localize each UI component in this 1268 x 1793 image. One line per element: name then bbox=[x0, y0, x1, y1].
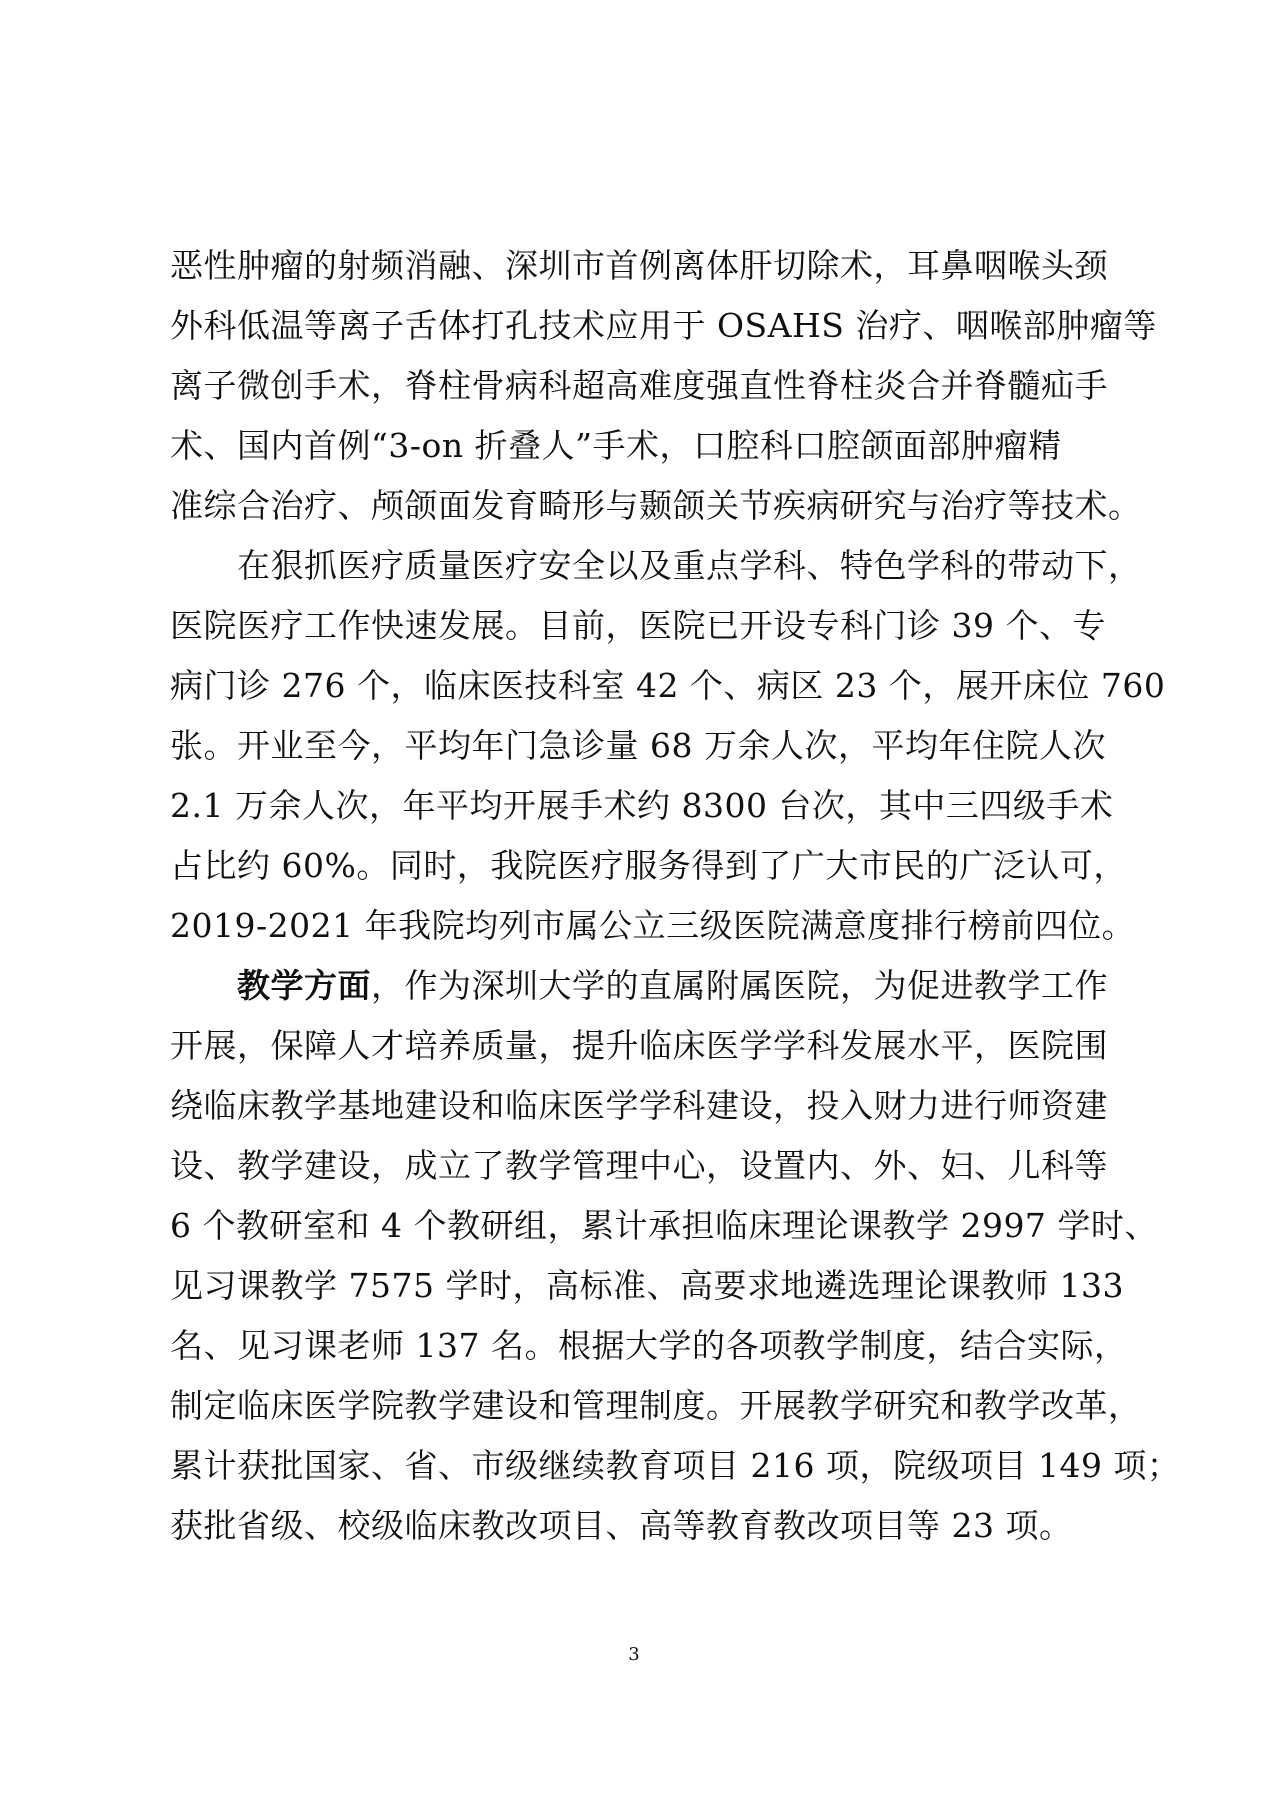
text-run: ，作为深圳大学的直属附属医院，为促进教学工作 bbox=[371, 966, 1108, 1005]
text-line: 名、见习课老师 137 名。根据大学的各项教学制度，结合实际， bbox=[170, 1326, 1128, 1365]
text-line: 张。开业至今，平均年门急诊量 68 万余人次，平均年住院人次 bbox=[170, 726, 1106, 765]
text-line: 术、国内首例“3-on 折叠人”手术，口腔科口腔颌面部肿瘤精 bbox=[170, 426, 1062, 465]
text-line: 病门诊 276 个，临床医技科室 42 个、病区 23 个，展开床位 760 bbox=[170, 666, 1166, 705]
text-line: 见习课教学 7575 学时，高标准、高要求地遴选理论课教师 133 bbox=[170, 1266, 1124, 1305]
text-line: 制定临床医学院教学建设和管理制度。开展教学研究和教学改革， bbox=[170, 1386, 1142, 1425]
text-line: 医院医疗工作快速发展。目前，医院已开设专科门诊 39 个、专 bbox=[170, 606, 1106, 645]
text-line: 2019-2021 年我院均列市属公立三级医院满意度排行榜前四位。 bbox=[170, 906, 1136, 945]
text-line: 绕临床教学基地建设和临床医学学科建设，投入财力进行师资建 bbox=[170, 1086, 1108, 1125]
text-line: 在狠抓医疗质量医疗安全以及重点学科、特色学科的带动下， bbox=[237, 546, 1142, 585]
teaching-heading: 教学方面 bbox=[237, 966, 371, 1005]
text-line: 准综合治疗、颅颌面发育畸形与颞颌关节疾病研究与治疗等技术。 bbox=[170, 486, 1142, 525]
text-line: 外科低温等离子舌体打孔技术应用于 OSAHS 治疗、咽喉部肿瘤等 bbox=[170, 306, 1157, 345]
text-line bbox=[170, 956, 1110, 1016]
page-number: 3 bbox=[628, 1644, 640, 1665]
text-line: 恶性肿瘤的射频消融、深圳市首例离体肝切除术，耳鼻咽喉头颈 bbox=[170, 246, 1108, 285]
text-line: 设、教学建设，成立了教学管理中心，设置内、外、妇、儿科等 bbox=[170, 1146, 1108, 1185]
text-line: 开展，保障人才培养质量，提升临床医学学科发展水平，医院围 bbox=[170, 1026, 1108, 1065]
text-line: 占比约 60%。同时，我院医疗服务得到了广大市民的广泛认可， bbox=[170, 846, 1127, 885]
text-line: 累计获批国家、省、市级继续教育项目 216 项，院级项目 149 项； bbox=[170, 1446, 1181, 1485]
body-text bbox=[170, 236, 1181, 1556]
text-line: 获批省级、校级临床教改项目、高等教育教改项目等 23 项。 bbox=[170, 1506, 1073, 1545]
text-line: 离子微创手术，脊柱骨病科超高难度强直性脊柱炎合并脊髓疝手 bbox=[170, 366, 1108, 405]
text-line: 2.1 万余人次，年平均开展手术约 8300 台次，其中三四级手术 bbox=[170, 786, 1114, 825]
text-line: 6 个教研室和 4 个教研组，累计承担临床理论课教学 2997 学时、 bbox=[170, 1206, 1158, 1245]
paragraph-medical-techniques bbox=[170, 236, 1157, 536]
paragraph-teaching bbox=[170, 956, 1181, 1556]
paragraph-medical-development bbox=[170, 536, 1166, 956]
